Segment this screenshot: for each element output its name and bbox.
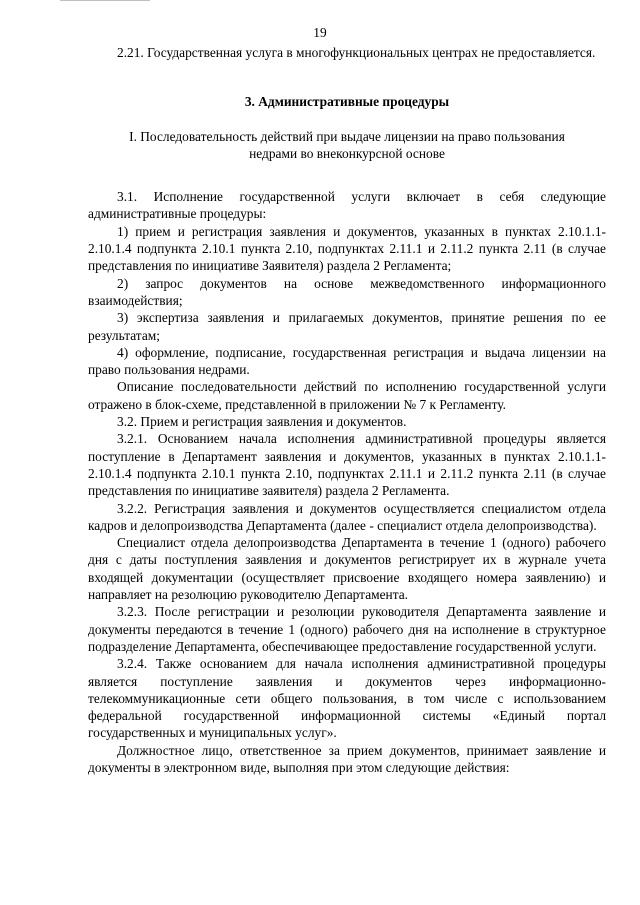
paragraph-2-21: 2.21. Государственная услуга в многофункциональных центрах не предоставляется. [117, 45, 596, 60]
paragraph-3-2-3: 3.2.3. После регистрации и резолюции руководителя Департамента заявление и документы передаются в течение 1 (одного) рабочего дня на исполнение в структурное подразделение Департамента, обеспечивающее предоставление государственной услуги. [88, 604, 606, 654]
subsection-title: I. Последовательность действий при выдаче лицензии на право пользования недрами во внеконкурсной основе [129, 128, 565, 161]
paragraph-description: Описание последовательности действий по исполнению государственной услуги отражено в блок-схеме, представленной в приложении № 7 к Регламенту. [88, 379, 606, 412]
scan-edge-line [60, 0, 150, 1]
list-item-2: 2) запрос документов на основе межведомственного информационного взаимодействия; [88, 275, 606, 308]
paragraph-3-1: 3.1. Исполнение государственной услуги включает в себя следующие административные процедуры: [88, 189, 606, 222]
paragraph-specialist: Специалист отдела делопроизводства Департамента в течение 1 (одного) рабочего дня с даты поступления заявления и документов регистрирует их в журнале учета входящей документации (осуществляет присвоение входящего номера заявлению) и направляет на резолюцию руководителю Департамента. [88, 535, 606, 603]
list-item-1: 1) прием и регистрация заявления и документов, указанных в пунктах 2.10.1.1-2.10.1.4 подпункта 2.10.1 пункта 2.10, подпунктах 2.11.1 и 2.11.2 пункта 2.11 (в случае представления по инициативе Заявителя) раздела 2 Регламента; [88, 223, 606, 274]
page-number: 19 [313, 25, 327, 40]
paragraph-3-2-1: 3.2.1. Основанием начала исполнения административной процедуры является поступление в Департамент заявления и документов, указанных в пунктах 2.10.1.1-2.10.1.4 подпункта 2.10.1 пункта 2.10, подпунктах 2.11.1 и 2.11.2 пункта 2.11 (в случае представления по инициативе заявителя) раздела 2 Регламента. [88, 431, 606, 499]
paragraph-3-2-4: 3.2.4. Также основанием для начала исполнения административной процедуры является поступление заявления и документов через информационно-телекоммуникационные сети общего пользования, в том числе с использованием федеральной государственной информационной системы «Единый портал государственных и муниципальных услуг». [88, 656, 606, 741]
document-body [88, 44, 606, 776]
paragraph-3-2-2: 3.2.2. Регистрация заявления и документов осуществляется специалистом отдела кадров и делопроизводства Департамента (далее - специалист отдела делопроизводства). [88, 500, 606, 533]
section-title: 3. Административные процедуры [244, 94, 450, 110]
paragraph-official: Должностное лицо, ответственное за прием документов, принимает заявление и документы в электронном виде, выполняя при этом следующие действия: [88, 742, 606, 775]
list-item-4: 4) оформление, подписание, государственная регистрация и выдача лицензии на право пользования недрами. [88, 344, 606, 378]
paragraph-3-2: 3.2. Прием и регистрация заявления и документов. [117, 414, 407, 430]
list-item-3: 3) экспертиза заявления и прилагаемых документов, принятие решения по ее результатам; [88, 310, 606, 343]
